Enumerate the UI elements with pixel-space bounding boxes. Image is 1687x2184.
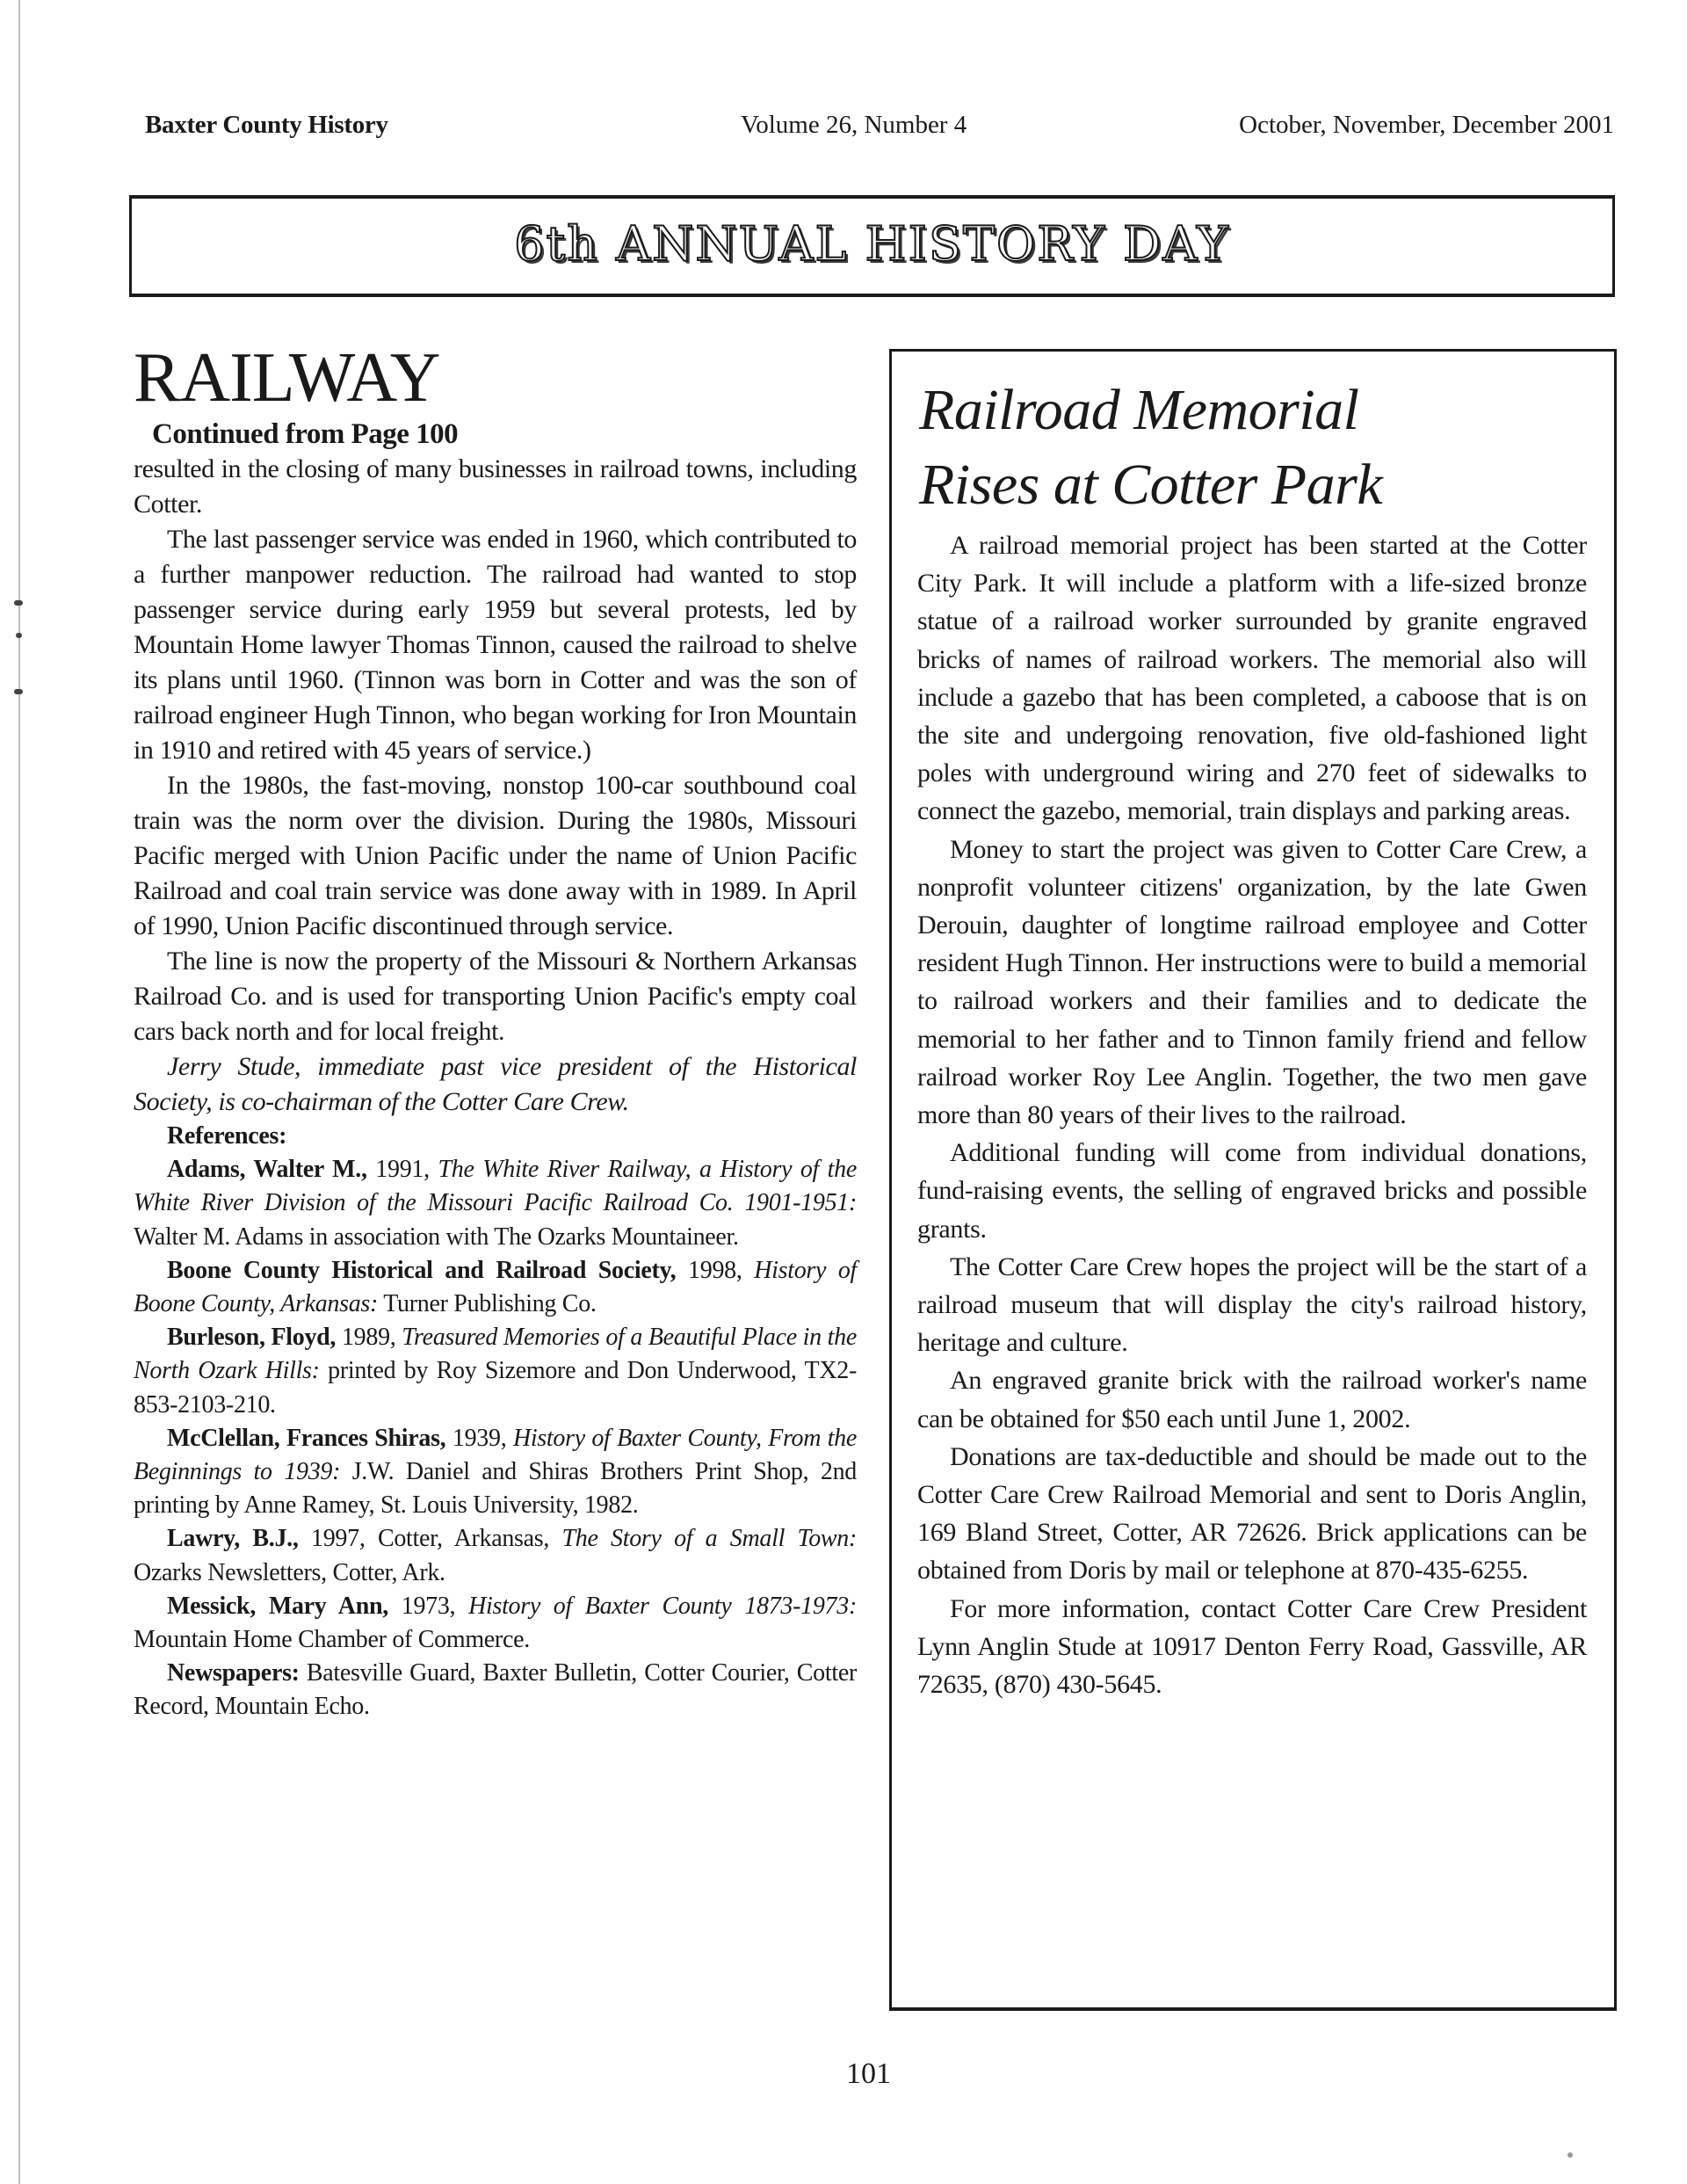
reference-title: The White River Railway, a History of the White River Division of the Missouri Pacific Railroad Co. 1901-1951: xyxy=(134,1156,857,1217)
title-line: Railroad Memorial xyxy=(919,378,1359,442)
reference-item xyxy=(134,1522,857,1589)
reference-publisher: printed by Roy Sizemore and Don Underwood, TX2-853-2103-210. xyxy=(134,1357,857,1419)
reference-item xyxy=(134,1153,857,1254)
reference-item xyxy=(134,1321,857,1422)
reference-year: 1998, xyxy=(676,1256,755,1284)
reference-author: Adams, Walter M., xyxy=(167,1156,367,1184)
memorial-article-title xyxy=(919,373,1382,522)
paragraph: resulted in the closing of many businesses in railroad towns, including Cotter. xyxy=(134,454,857,519)
history-day-banner xyxy=(129,195,1615,297)
reference-year: 1989, xyxy=(336,1324,402,1352)
reference-title: History of Boone County, Arkansas: xyxy=(134,1256,858,1318)
issue-date: October, November, December 2001 xyxy=(1239,111,1614,139)
references-heading: References: xyxy=(167,1122,287,1150)
article-title: RAILWAY xyxy=(134,339,440,417)
banner-title: 6th ANNUAL HISTORY DAY xyxy=(514,216,1230,272)
reference-author: Messick, Mary Ann, xyxy=(167,1592,388,1620)
scan-edge-line xyxy=(18,0,20,2184)
reference-publisher: Mountain Home Chamber of Commerce. xyxy=(134,1626,530,1654)
paragraph: Donations are tax-deductible and should be made out to the Cotter Care Crew Railroad Memorial and sent to Doris Anglin, 169 Bland Street, Cotter, AR 72626. Brick applications can be obtained from Doris by mail or telephone at 870-435-6255. xyxy=(917,1441,1587,1585)
paragraph: The Cotter Care Crew hopes the project will be the start of a railroad museum that will display the city's railroad history, heritage and culture. xyxy=(917,1252,1587,1358)
railway-article xyxy=(134,339,858,1724)
paragraph: An engraved granite brick with the railroad worker's name can be obtained for $50 each until June 1, 2002. xyxy=(917,1366,1587,1433)
memorial-article-body xyxy=(917,526,1587,1703)
article-body xyxy=(134,452,857,1120)
reference-year: 1997, Cotter, Arkansas, xyxy=(298,1525,562,1553)
paragraph: The line is now the property of the Missouri & Northern Arkansas Railroad Co. and is used for transporting Union Pacific's empty coal cars back north and for local freight. xyxy=(134,947,857,1046)
paragraph: Money to start the project was given to Cotter Care Crew, a nonprofit volunteer citizens' organization, by the late Gwen Derouin, daughter of longtime railroad employee and Cotter resident Hugh Tinnon. Her instructions were to build a memorial to railroad workers and their families and to dedicate the memorial to her father and to Tinnon family friend and fellow railroad worker Roy Lee Anglin. Together, the two men gave more than 80 years of their lives to the railroad. xyxy=(917,834,1587,1130)
reference-author: McClellan, Frances Shiras, xyxy=(167,1424,446,1452)
page-number: 101 xyxy=(846,2057,891,2090)
references-list xyxy=(134,1120,857,1724)
reference-title: History of Baxter County 1873-1973: xyxy=(468,1592,857,1620)
reference-year: 1991, xyxy=(366,1156,438,1184)
reference-publisher: Ozarks Newsletters, Cotter, Ark. xyxy=(134,1558,445,1586)
reference-author: Burleson, Floyd, xyxy=(167,1324,337,1352)
paragraph: A railroad memorial project has been started at the Cotter City Park. It will include a platform with a life-sized bronze statue of a railroad worker surrounded by granite engraved bricks of names of railroad workers. The memorial also will include a gazebo that has been completed, a caboose that is on the site and undergoing renovation, five old-fashioned light poles with underground wiring and 270 feet of sidewalks to connect the gazebo, memorial, train displays and parking areas. xyxy=(917,531,1587,826)
reference-item xyxy=(134,1254,857,1321)
reference-year: 1939, xyxy=(445,1424,513,1452)
reference-title: History of Baxter County, From the Beginnings to 1939: xyxy=(134,1424,858,1486)
reference-title: Treasured Memories of a Beautiful Place in the North Ozark Hills: xyxy=(134,1324,857,1385)
reference-item xyxy=(134,1422,857,1523)
reference-author: Lawry, B.J., xyxy=(167,1525,299,1553)
paragraph: Additional funding will come from individual donations, fund-raising events, the selling of engraved bricks and possible grants. xyxy=(917,1138,1587,1244)
reference-item xyxy=(134,1590,857,1657)
reference-publisher: Turner Publishing Co. xyxy=(378,1290,597,1318)
paragraph: The last passenger service was ended in 1960, which contributed to a further manpower reduction. The railroad had wanted to stop passenger service during early 1959 but several protests, led by Mountain Home lawyer Thomas Tinnon, caused the railroad to shelve its plans until 1960. (Tinnon was born in Cotter and was the son of railroad engineer Hugh Tinnon, who began working for Iron Mountain in 1910 and retired with 45 years of service.) xyxy=(134,525,857,765)
continued-from-note: Continued from Page 100 xyxy=(152,418,459,450)
paragraph: For more information, contact Cotter Care Crew President Lynn Anglin Stude at 10917 Denton Ferry Road, Gassville, AR 72635, (870) 430-5645. xyxy=(917,1593,1587,1700)
reference-year: 1973, xyxy=(387,1592,469,1620)
scan-artifact-dot xyxy=(1568,2152,1573,2158)
scan-artifact-mark xyxy=(14,689,23,694)
scan-artifact-mark xyxy=(16,633,22,638)
scan-artifact-mark xyxy=(14,600,23,606)
reference-author: Newspapers: xyxy=(167,1659,300,1687)
reference-sources: Batesville Guard, Baxter Bulletin, Cotter Courier, Cotter Record, Mountain Echo. xyxy=(134,1659,857,1721)
publication-name: Baxter County History xyxy=(145,111,388,139)
author-byline: Jerry Stude, immediate past vice president of the Historical Society, is co-chairman of the Cotter Care Crew. xyxy=(134,1052,857,1116)
volume-number: Volume 26, Number 4 xyxy=(741,111,967,139)
reference-publisher: J.W. Daniel and Shiras Brothers Print Shop, 2nd printing by Anne Ramey, St. Louis University, 1982. xyxy=(134,1458,858,1520)
title-line: Rises at Cotter Park xyxy=(919,453,1383,517)
paragraph: In the 1980s, the fast-moving, nonstop 100-car southbound coal train was the norm over the division. During the 1980s, Missouri Pacific merged with Union Pacific under the name of Union Pacific Railroad and coal train service was done away with in 1989. In April of 1990, Union Pacific discontinued through service. xyxy=(134,771,857,940)
reference-publisher: Walter M. Adams in association with The Ozarks Mountaineer. xyxy=(134,1223,739,1251)
memorial-article-box xyxy=(889,349,1617,2011)
reference-item xyxy=(134,1657,857,1723)
reference-title: The Story of a Small Town: xyxy=(561,1525,858,1553)
reference-author: Boone County Historical and Railroad Society, xyxy=(167,1256,677,1284)
